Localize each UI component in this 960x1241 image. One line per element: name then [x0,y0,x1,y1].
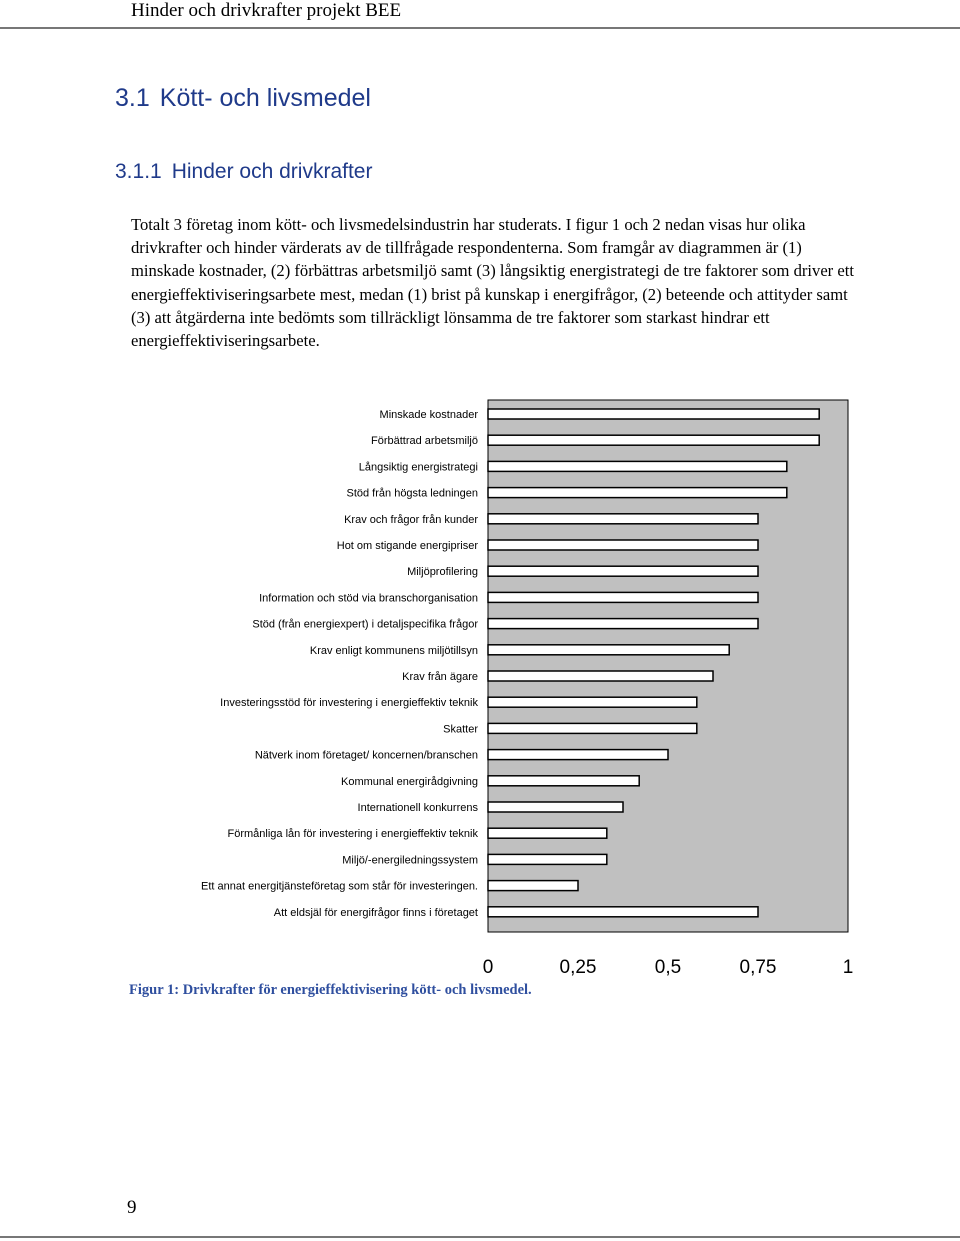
category-label: Långsiktig energistrategi [358,461,478,474]
bar [488,592,758,602]
category-label: Stöd (från energiexpert) i detaljspecifika frågor [252,618,478,631]
section-title: Kött- och livsmedel [159,84,371,112]
category-label: Hot om stigande energipriser [336,540,478,552]
footer-rule [0,1236,960,1238]
category-label: Kommunal energirådgivning [341,775,478,788]
x-tick-label: 0 [482,957,494,978]
category-label: Nätverk inom företaget/ koncernen/branschen [254,749,478,762]
bar [488,723,697,733]
header-rule [0,27,960,29]
category-label: Förmånliga lån för investering i energieffektiv teknik [227,828,478,841]
bar [488,854,607,864]
category-label: Miljöprofilering [407,566,478,579]
category-label: Krav och frågor från kunder [344,513,478,526]
category-label: Miljö/-energiledningssystem [342,854,478,867]
category-label: Att eldsjäl för energifrågor finns i företaget [273,906,478,919]
bar [488,671,713,681]
plot-area [488,400,848,932]
bar [488,540,758,550]
bar [488,566,758,576]
bar [488,645,729,655]
x-tick-label: 0,75 [739,957,777,978]
category-label: Krav enligt kommunens miljötillsyn [309,644,478,657]
bar [488,619,758,629]
category-label: Internationell konkurrens [357,802,478,814]
figure-chart [0,395,960,995]
bar [488,750,668,760]
x-tick-label: 0,25 [559,957,597,978]
bar [488,461,787,471]
bar [488,488,787,498]
bar [488,409,819,419]
category-label: Ett annat energitjänsteföretag som står för investeringen. [201,880,478,893]
subsection-number: 3.1.1 [115,160,162,183]
category-label: Skatter [443,723,478,736]
category-label: Krav från ägare [402,671,478,683]
figure-caption: Figur 1: Drivkrafter för energieffektivisering kött- och livsmedel. [129,982,532,998]
bar [488,907,758,917]
bar [488,776,639,786]
bar [488,802,623,812]
bar [488,514,758,524]
subsection-title: Hinder och drivkrafter [171,160,373,183]
section-heading [115,84,371,113]
section-number: 3.1 [115,84,150,112]
page-number: 9 [127,1197,137,1218]
category-label: Förbättrad arbetsmiljö [371,435,478,448]
bar [488,435,819,445]
category-label: Stöd från högsta ledningen [346,487,478,500]
category-label: Information och stöd via branschorganisation [259,592,478,605]
bar [488,881,578,891]
bar [488,697,697,707]
body-paragraph: Totalt 3 företag inom kött- och livsmedelsindustrin har studerats. I figur 1 och 2 nedan visas hur olika drivkrafter och hinder värderats av de tillfrågade respondenterna. Som framgår av diagrammen är (1) minskade kostnader, (2) förbättras arbetsmiljö samt (3) långsiktig energistrategi de tre faktorer som driver ett energieffektiviseringsarbete mest, medan (1) brist på kunskap i energifrågor, (2) beteende och attityder samt (3) att åtgärderna inte bedömts som tillräckligt lönsamma de tre faktorer som starkast hindrar ett energieffektiviseringsarbete. [131,215,854,351]
x-tick-label: 1 [842,957,854,978]
subsection-heading [115,160,372,184]
x-tick-label: 0,5 [654,957,682,978]
bar [488,828,607,838]
category-label: Minskade kostnader [379,409,478,421]
category-label: Investeringsstöd för investering i energieffektiv teknik [220,697,478,710]
running-header: Hinder och drivkrafter projekt BEE [131,0,402,21]
bar-chart [0,395,960,995]
